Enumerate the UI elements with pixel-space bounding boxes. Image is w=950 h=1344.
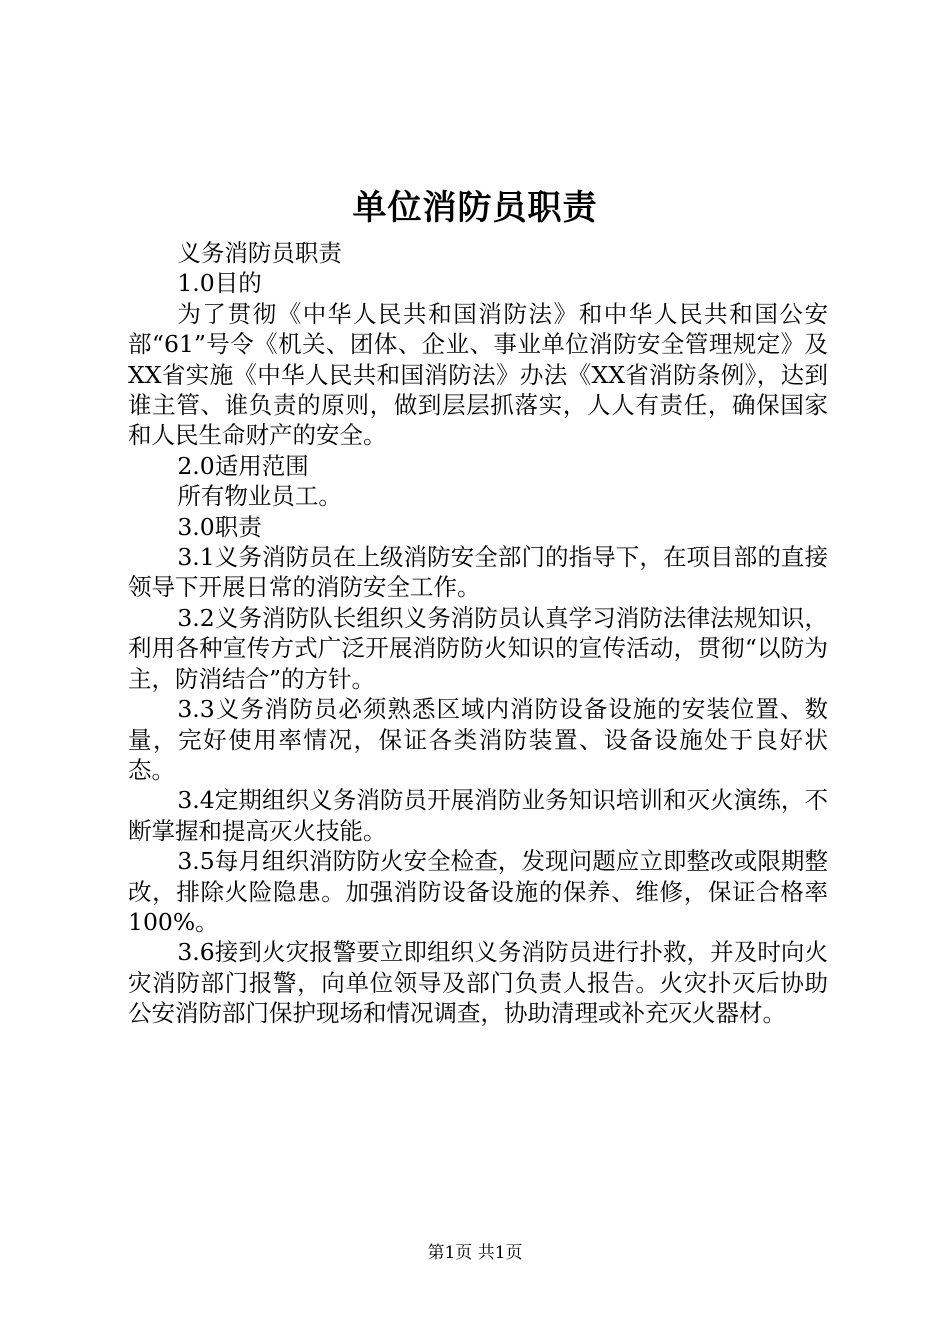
document-title: 单位消防员职责 [352,188,598,228]
purpose-paragraph: 为了贯彻《中华人民共和国消防法》和中华人民共和国公安部“61”号令《机关、团体、企业、事业单位消防安全管理规定》及XX省实施《中华人民共和国消防法》办法《XX省消防条例》，达到谁主管、谁负责的原则，做到层层抓落实，人人有责任，确保国家和人民生命财产的安全。 [128,299,828,450]
section-heading-scope: 2.0适用范围 [177,451,309,480]
section-heading-purpose: 1.0目的 [177,269,262,298]
page-footer: 第1页 共1页 [427,1243,523,1263]
document-body [128,238,828,1029]
section-heading-duties: 义务消防员职责 [177,239,342,267]
responsibility-item-3-4: 3.4定期组织义务消防员开展消防业务知识培训和灭火演练，不断掌握和提高灭火技能。 [128,786,828,845]
scope-paragraph: 所有物业员工。 [177,482,342,511]
responsibility-item-3-1: 3.1义务消防员在上级消防安全部门的指导下，在项目部的直接领导下开展日常的消防安全工作。 [128,543,828,602]
responsibility-item-3-3: 3.3义务消防员必须熟悉区域内消防设备设施的安装位置、数量，完好使用率情况，保证各类消防装置、设备设施处于良好状态。 [128,695,828,784]
responsibility-item-3-2: 3.2义务消防队长组织义务消防员认真学习消防法律法规知识，利用各种宣传方式广泛开展消防防火知识的宣传活动，贯彻“以防为主，防消结合”的方针。 [128,603,828,693]
section-heading-responsibilities: 3.0职责 [177,512,262,541]
responsibility-item-3-5: 3.5每月组织消防防火安全检查，发现问题应立即整改或限期整改，排除火险隐患。加强消防设备设施的保养、维修，保证合格率100%。 [128,847,828,936]
responsibility-item-3-6: 3.6接到火灾报警要立即组织义务消防员进行扑救，并及时向火灾消防部门报警，向单位领导及部门负责人报告。火灾扑灭后协助公安消防部门保护现场和情况调查，协助清理或补充灭火器材。 [128,938,828,1028]
